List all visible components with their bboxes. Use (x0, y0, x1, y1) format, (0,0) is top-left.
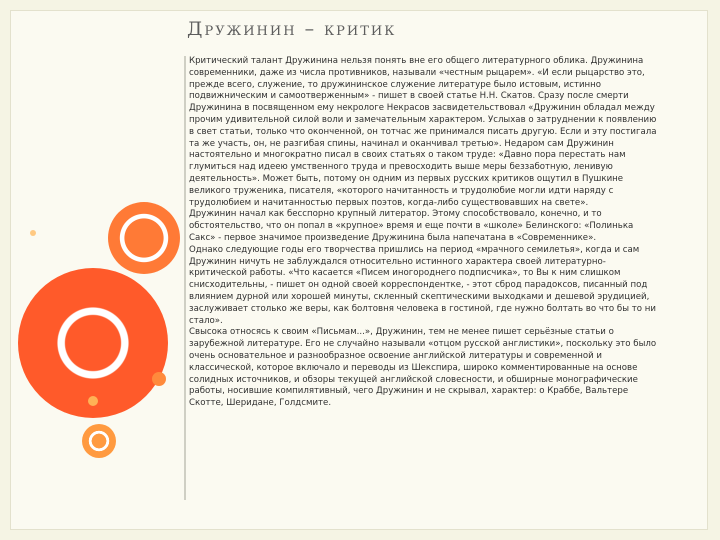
paragraph: Дружинин начал как бесспорно крупный литератор. Этому способствовало, конечно, и то обстоятельство, что он попал в «крупное» время и еще почти в «школе» Белинского: «Полинька Сакс» - первое значимое произведение Дружинина была напечатана в «Современнике». (189, 209, 634, 243)
decorative-circle-tiny (152, 372, 166, 386)
decorative-circle-dot (30, 230, 36, 236)
paragraph: Свысока относясь к своим «Письмам...», Дружинин, тем не менее пишет серьёзные статьи о зарубежной литературе. Его не случайно называли «отцом русской англистики», поскольку это было очень основательное и разнообразное освоение английской литературы и современной и классической, которое включало и переводы из Шекспира, широко комментированные на основе солидных источников, и обзоры текущей английской словесности, и обширные монографические работы, носившие компилятивный, чего Дружинин и не скрывал, характер: о Краббе, Вальтере Скотте, Шеридане, Голдсмите. (189, 327, 657, 409)
decorative-circle-medium (108, 202, 180, 274)
slide-title: Дружинин – критик (187, 18, 397, 40)
paragraph: Однако следующие годы его творчества пришлись на период «мрачного семилетья», когда и сам Дружинин ничуть не заблуждался относительно истинного характера своей литературно-критической работы. «Что касается «Писем иногороднего подписчика», то Вы к ним слишком снисходительны, - пишет он одной своей корреспондентке, - этот сброд парадоксов, писанный под влиянием дурной или хорошей минуты, скленный скептическими выходками и дешевой эрудицией, заслуживает столько же веры, как болтовня человека в гостиной, где нужно болтать во что бы то ни стало». (189, 244, 656, 326)
decorative-circle-tiny (88, 396, 98, 406)
paragraph: Критический талант Дружинина нельзя понять вне его общего литературного облика. Дружинина современники, даже из числа противников, называли «честным рыцарем». «И если рыцарство это, прежде всего, служение, то дружининское служение литературе было истовым, истинно подвижническим и самоотверженным» - пишет в своей статье Н.Н. Скатов. Сразу после смерти Дружинина в посвященном ему некрологе Некрасов засвидетельствовал «Дружинин обладал между прочим удивительной силой воли и замечательным характером. Услыхав о затруднении к появлению в свет статьи, только что оконченной, он тотчас же принимался писать другую. Если и эту постигала та же участь, он, не разгибая спины, начинал и оканчивал третью». Недаром сам Дружинин настоятельно и многократно писал в своих статьях о таком труде: «Давно пора перестать нам глумиться над идеею умственного труда и превосходить выше меры беззаботную, ленивую деятельность». Может быть, потому он одним из первых русских критиков ощутил в Пушкине великого труженика, писателя, «которого начитанность и трудолюбие могли идти наряду с трудолюбием и начитанностью первых поэтов, когда-либо существовавших на свете». (189, 56, 657, 208)
slide-body (184, 56, 662, 500)
decorative-circle-small (82, 424, 116, 458)
